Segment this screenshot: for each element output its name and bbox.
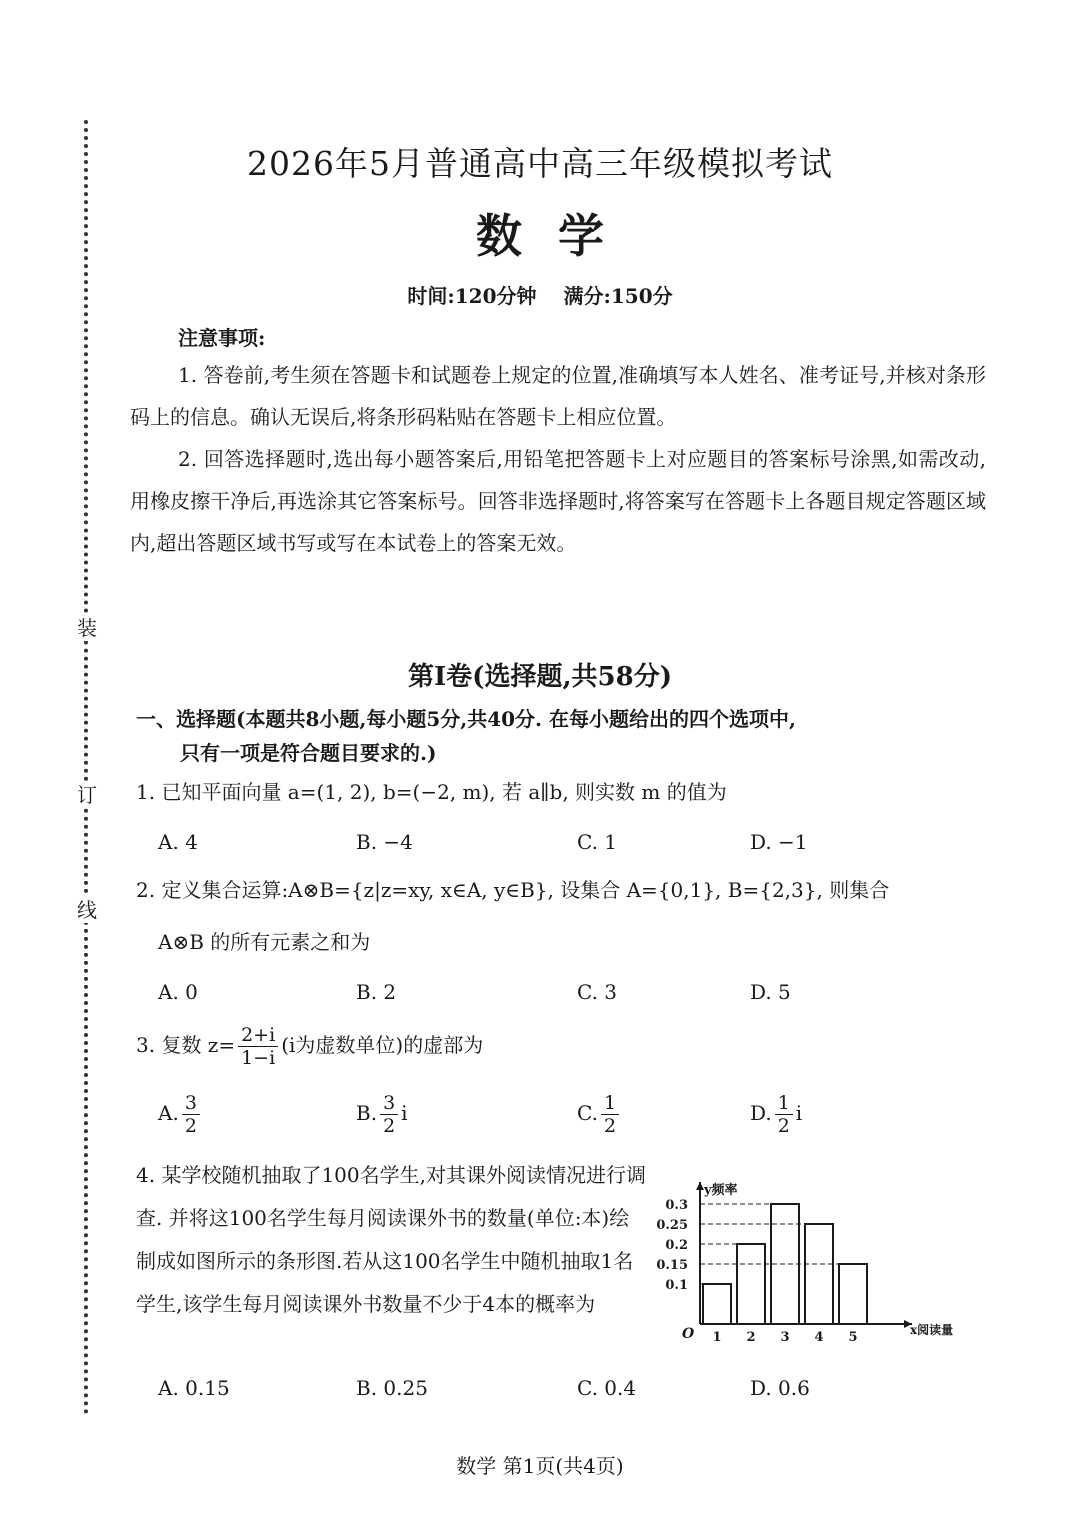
binding-dotted-line: [84, 120, 88, 1415]
question-3-numerator: 2+i: [238, 1024, 278, 1047]
question-1-option-c: C. 1: [577, 830, 618, 854]
notice-title: 注意事项:: [178, 326, 266, 350]
origin-label: O: [682, 1326, 695, 1342]
option-denominator: 2: [383, 1115, 396, 1137]
question-1-option-a: A. 4: [158, 830, 198, 854]
option-fraction: [182, 1092, 200, 1137]
notice-item-1-text: 1. 答卷前,考生须在答题卡和试题卷上规定的位置,准确填写本人姓名、准考证号,并核对条形码上的信息。确认无误后,将条形码粘贴在答题卡上相应位置。: [130, 363, 986, 429]
question-3-stem: [136, 1024, 483, 1069]
binding-char-xian: 线: [74, 897, 100, 923]
question-1-stem: 1. 已知平面向量 a=(1, 2), b=(−2, m), 若 a∥b, 则实数 m 的值为: [136, 780, 727, 804]
x-axis-label: x阅读量: [910, 1323, 954, 1337]
frequency-bar-chart: [656, 1172, 960, 1352]
y-tick-label: 0.3: [665, 1198, 688, 1213]
question-2-option-c: C. 3: [577, 980, 618, 1004]
option-denominator: 2: [777, 1115, 790, 1137]
exam-score: 满分:150分: [563, 284, 673, 308]
question-1-option-d: D. −1: [750, 830, 808, 854]
question-4-stem: 4. 某学校随机抽取了100名学生,对其课外阅读情况进行调查. 并将这100名学生每月阅读课外书的数量(单位:本)绘制成如图所示的条形图.若从这100名学生中随机抽取1名学生,该学生每月阅读课外书数量不少于4本的概率为: [136, 1163, 646, 1316]
bar-2: [737, 1244, 765, 1324]
exam-time: 时间:120分钟: [407, 284, 537, 308]
question-2-stem-line2: A⊗B 的所有元素之和为: [158, 930, 371, 954]
option-denominator: 2: [603, 1115, 617, 1137]
option-denominator: 2: [184, 1115, 197, 1137]
part-heading-line1: 一、选择题(本题共8小题,每小题5分,共40分. 在每小题给出的四个选项中,: [136, 707, 796, 731]
question-4-option-b: B. 0.25: [356, 1376, 428, 1400]
binding-char-zhuang: 装: [74, 615, 100, 641]
option-numerator: 1: [775, 1092, 793, 1115]
option-letter: B.: [356, 1101, 378, 1125]
exam-title: 2026年5月普通高中高三年级模拟考试: [247, 144, 833, 183]
x-tick-label-2: 2: [746, 1330, 756, 1345]
question-4-option-a: A. 0.15: [158, 1376, 230, 1400]
y-tick-label: 0.1: [665, 1278, 688, 1293]
question-2-stem-line1: 2. 定义集合运算:A⊗B={z|z=xy, x∈A, y∈B}, 设集合 A={0,1}, B={2,3}, 则集合: [136, 878, 890, 902]
binding-char-ding: 订: [74, 782, 100, 808]
question-3-option-d: [750, 1092, 802, 1137]
question-3-suffix: (i为虚数单位)的虚部为: [281, 1033, 484, 1057]
y-axis-label: y频率: [704, 1183, 738, 1198]
page-footer: 数学 第1页(共4页): [456, 1454, 624, 1478]
option-fraction: [775, 1092, 793, 1137]
option-numerator: 3: [182, 1092, 200, 1115]
y-tick-label: 0.15: [656, 1258, 688, 1273]
notice-item-2-text: 2. 回答选择题时,选出每小题答案后,用铅笔把答题卡上对应题目的答案标号涂黑,如需改动,用橡皮擦干净后,再选涂其它答案标号。回答非选择题时,将答案写在答题卡上各题目规定答题区域内,超出答题区域书写或写在本试卷上的答案无效。: [130, 447, 986, 555]
option-letter: D.: [750, 1101, 772, 1125]
x-tick-label-4: 4: [814, 1330, 824, 1345]
option-suffix: i: [401, 1101, 408, 1125]
chart-layer: [656, 1182, 953, 1345]
section-title: 第Ⅰ卷(选择题,共58分): [408, 662, 672, 692]
question-3-fraction: [238, 1024, 278, 1069]
option-suffix: i: [795, 1101, 803, 1125]
option-fraction: [601, 1092, 619, 1137]
notice-item-2: [130, 438, 986, 564]
option-letter: A.: [158, 1101, 179, 1125]
bar-4: [805, 1224, 833, 1324]
question-3-option-c: [577, 1092, 622, 1137]
x-tick-label-5: 5: [848, 1330, 858, 1345]
question-4-option-d: D. 0.6: [750, 1376, 810, 1400]
notice-item-1: [130, 354, 986, 438]
question-3-denominator: 1−i: [241, 1047, 276, 1069]
x-tick-label-3: 3: [780, 1330, 790, 1345]
bar-1: [703, 1284, 731, 1324]
question-3-option-b: [356, 1092, 408, 1137]
part-heading-line2: 只有一项是符合题目要求的.): [180, 741, 437, 765]
subject-title: 数学: [476, 209, 640, 263]
y-tick-label: 0.2: [665, 1238, 688, 1253]
option-fraction: [380, 1092, 398, 1137]
question-3-option-a: [158, 1092, 203, 1137]
question-3-prefix: 3. 复数 z=: [136, 1033, 236, 1057]
question-2-option-d: D. 5: [750, 980, 791, 1004]
exam-info: [0, 280, 1080, 309]
part-heading: [136, 702, 986, 770]
question-4-option-c: C. 0.4: [577, 1376, 637, 1400]
bar-5: [839, 1264, 867, 1324]
question-1-option-b: B. −4: [356, 830, 413, 854]
option-letter: C.: [577, 1101, 598, 1125]
y-axis-arrow: [696, 1182, 704, 1190]
y-tick-label: 0.25: [656, 1218, 688, 1233]
option-numerator: 1: [601, 1092, 619, 1115]
question-2-option-a: A. 0: [158, 980, 198, 1004]
option-numerator: 3: [380, 1092, 398, 1115]
question-2-option-b: B. 2: [356, 980, 397, 1004]
x-tick-label-1: 1: [712, 1330, 722, 1345]
